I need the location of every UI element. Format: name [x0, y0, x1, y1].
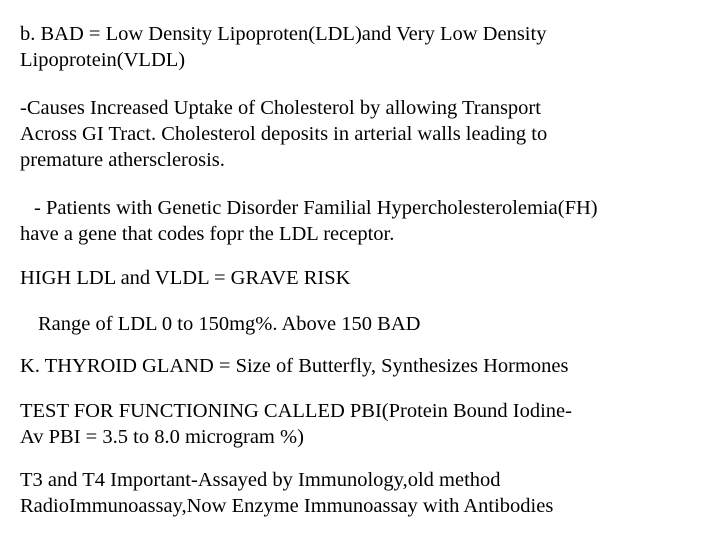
paragraph-bad-lipoproteins [20, 21, 710, 73]
text-line: HIGH LDL and VLDL = GRAVE RISK [20, 267, 351, 289]
text-line: K. THYROID GLAND = Size of Butterfly, Synthesizes Hormones [20, 355, 569, 377]
text-line: TEST FOR FUNCTIONING CALLED PBI(Protein Bound Iodine- [20, 400, 572, 422]
text-line: T3 and T4 Important-Assayed by Immunology,old method [20, 469, 501, 491]
paragraph-familial-hypercholesterolemia [20, 195, 710, 247]
text-line: b. BAD = Low Density Lipoproten(LDL)and Very Low Density [20, 23, 547, 45]
paragraph-ldl-range [20, 311, 710, 337]
text-line: premature athersclerosis. [20, 149, 225, 171]
text-line: Across GI Tract. Cholesterol deposits in arterial walls leading to [20, 123, 548, 145]
paragraph-pbi-test [20, 398, 710, 450]
paragraph-t3-t4-assay [20, 467, 710, 519]
text-line: Range of LDL 0 to 150mg%. Above 150 BAD [38, 313, 421, 335]
text-line: Lipoprotein(VLDL) [20, 49, 186, 71]
paragraph-cholesterol-uptake [20, 95, 710, 173]
text-line: have a gene that codes fopr the LDL receptor. [20, 223, 395, 245]
text-line: - Patients with Genetic Disorder Familial Hypercholesterolemia(FH) [34, 197, 598, 219]
paragraph-thyroid-gland [20, 353, 710, 379]
text-line: RadioImmunoassay,Now Enzyme Immunoassay with Antibodies [20, 495, 554, 517]
text-line: Av PBI = 3.5 to 8.0 microgram %) [20, 426, 304, 448]
paragraph-grave-risk [20, 265, 710, 291]
text-line: -Causes Increased Uptake of Cholesterol by allowing Transport [20, 97, 541, 119]
